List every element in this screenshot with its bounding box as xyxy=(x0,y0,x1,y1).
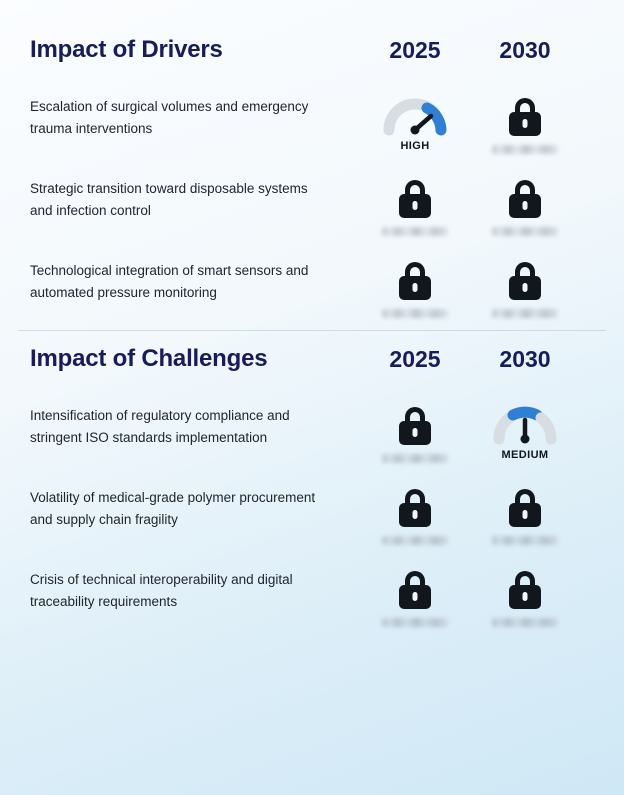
cell-drivers-r1-2030 xyxy=(470,90,580,154)
cell-challenges-r1-2025 xyxy=(360,399,470,463)
hidden-value xyxy=(382,454,448,463)
row-label: Strategic transition toward disposable systems and infection control xyxy=(30,181,308,218)
row-label: Volatility of medical-grade polymer procurement and supply chain fragility xyxy=(30,490,316,527)
cell-drivers-r3-2025 xyxy=(360,254,470,318)
cell-drivers-r2-2025 xyxy=(360,172,470,236)
hidden-value xyxy=(492,145,558,154)
lock-icon xyxy=(508,571,542,609)
section-drivers-title: Impact of Drivers xyxy=(30,36,223,63)
row-gap xyxy=(0,154,624,172)
hidden-value xyxy=(492,536,558,545)
cell-drivers-r3-2030 xyxy=(470,254,580,318)
lock-icon xyxy=(508,98,542,136)
cell-challenges-r1-2030 xyxy=(470,399,580,461)
cell-challenges-r2-2025 xyxy=(360,481,470,545)
row-label: Intensification of regulatory compliance and stringent ISO standards implementation xyxy=(30,408,290,445)
section-challenges xyxy=(0,331,624,627)
table-row xyxy=(0,90,624,154)
hidden-value xyxy=(492,227,558,236)
section-challenges-header xyxy=(0,331,624,387)
table-row xyxy=(0,254,624,318)
header-gap xyxy=(0,78,624,90)
table-row xyxy=(0,481,624,545)
top-spacer xyxy=(0,0,624,22)
table-row xyxy=(0,563,624,627)
section-challenges-year-2030: 2030 xyxy=(499,345,551,372)
cell-challenges-r3-2025 xyxy=(360,563,470,627)
cell-drivers-r2-2030 xyxy=(470,172,580,236)
gauge-level-label: MEDIUM xyxy=(501,449,549,461)
row-label: Crisis of technical interoperability and digital traceability requirements xyxy=(30,572,293,609)
lock-icon xyxy=(398,489,432,527)
gauge-medium-icon xyxy=(493,401,557,445)
cell-drivers-r1-2025 xyxy=(360,90,470,152)
gauge-high-icon xyxy=(383,92,447,136)
hidden-value xyxy=(382,618,448,627)
gauge-level-label: HIGH xyxy=(400,140,430,152)
lock-icon xyxy=(398,262,432,300)
table-row xyxy=(0,399,624,463)
lock-icon xyxy=(398,180,432,218)
lock-icon xyxy=(398,407,432,445)
section-drivers-year-2025: 2025 xyxy=(389,36,441,63)
lock-icon xyxy=(508,262,542,300)
lock-icon xyxy=(508,489,542,527)
lock-icon xyxy=(398,571,432,609)
row-gap xyxy=(0,463,624,481)
hidden-value xyxy=(382,227,448,236)
table-row xyxy=(0,172,624,236)
hidden-value xyxy=(382,309,448,318)
section-challenges-year-2025: 2025 xyxy=(389,345,441,372)
header-gap xyxy=(0,387,624,399)
lock-icon xyxy=(508,180,542,218)
section-drivers-year-2030: 2030 xyxy=(499,36,551,63)
row-gap xyxy=(0,545,624,563)
row-gap xyxy=(0,236,624,254)
row-label: Technological integration of smart sensors and automated pressure monitoring xyxy=(30,263,309,300)
section-challenges-title: Impact of Challenges xyxy=(30,345,268,372)
section-drivers xyxy=(0,22,624,318)
hidden-value xyxy=(382,536,448,545)
cell-challenges-r2-2030 xyxy=(470,481,580,545)
hidden-value xyxy=(492,309,558,318)
hidden-value xyxy=(492,618,558,627)
cell-challenges-r3-2030 xyxy=(470,563,580,627)
section-drivers-header xyxy=(0,22,624,78)
row-label: Escalation of surgical volumes and emergency trauma interventions xyxy=(30,99,309,136)
